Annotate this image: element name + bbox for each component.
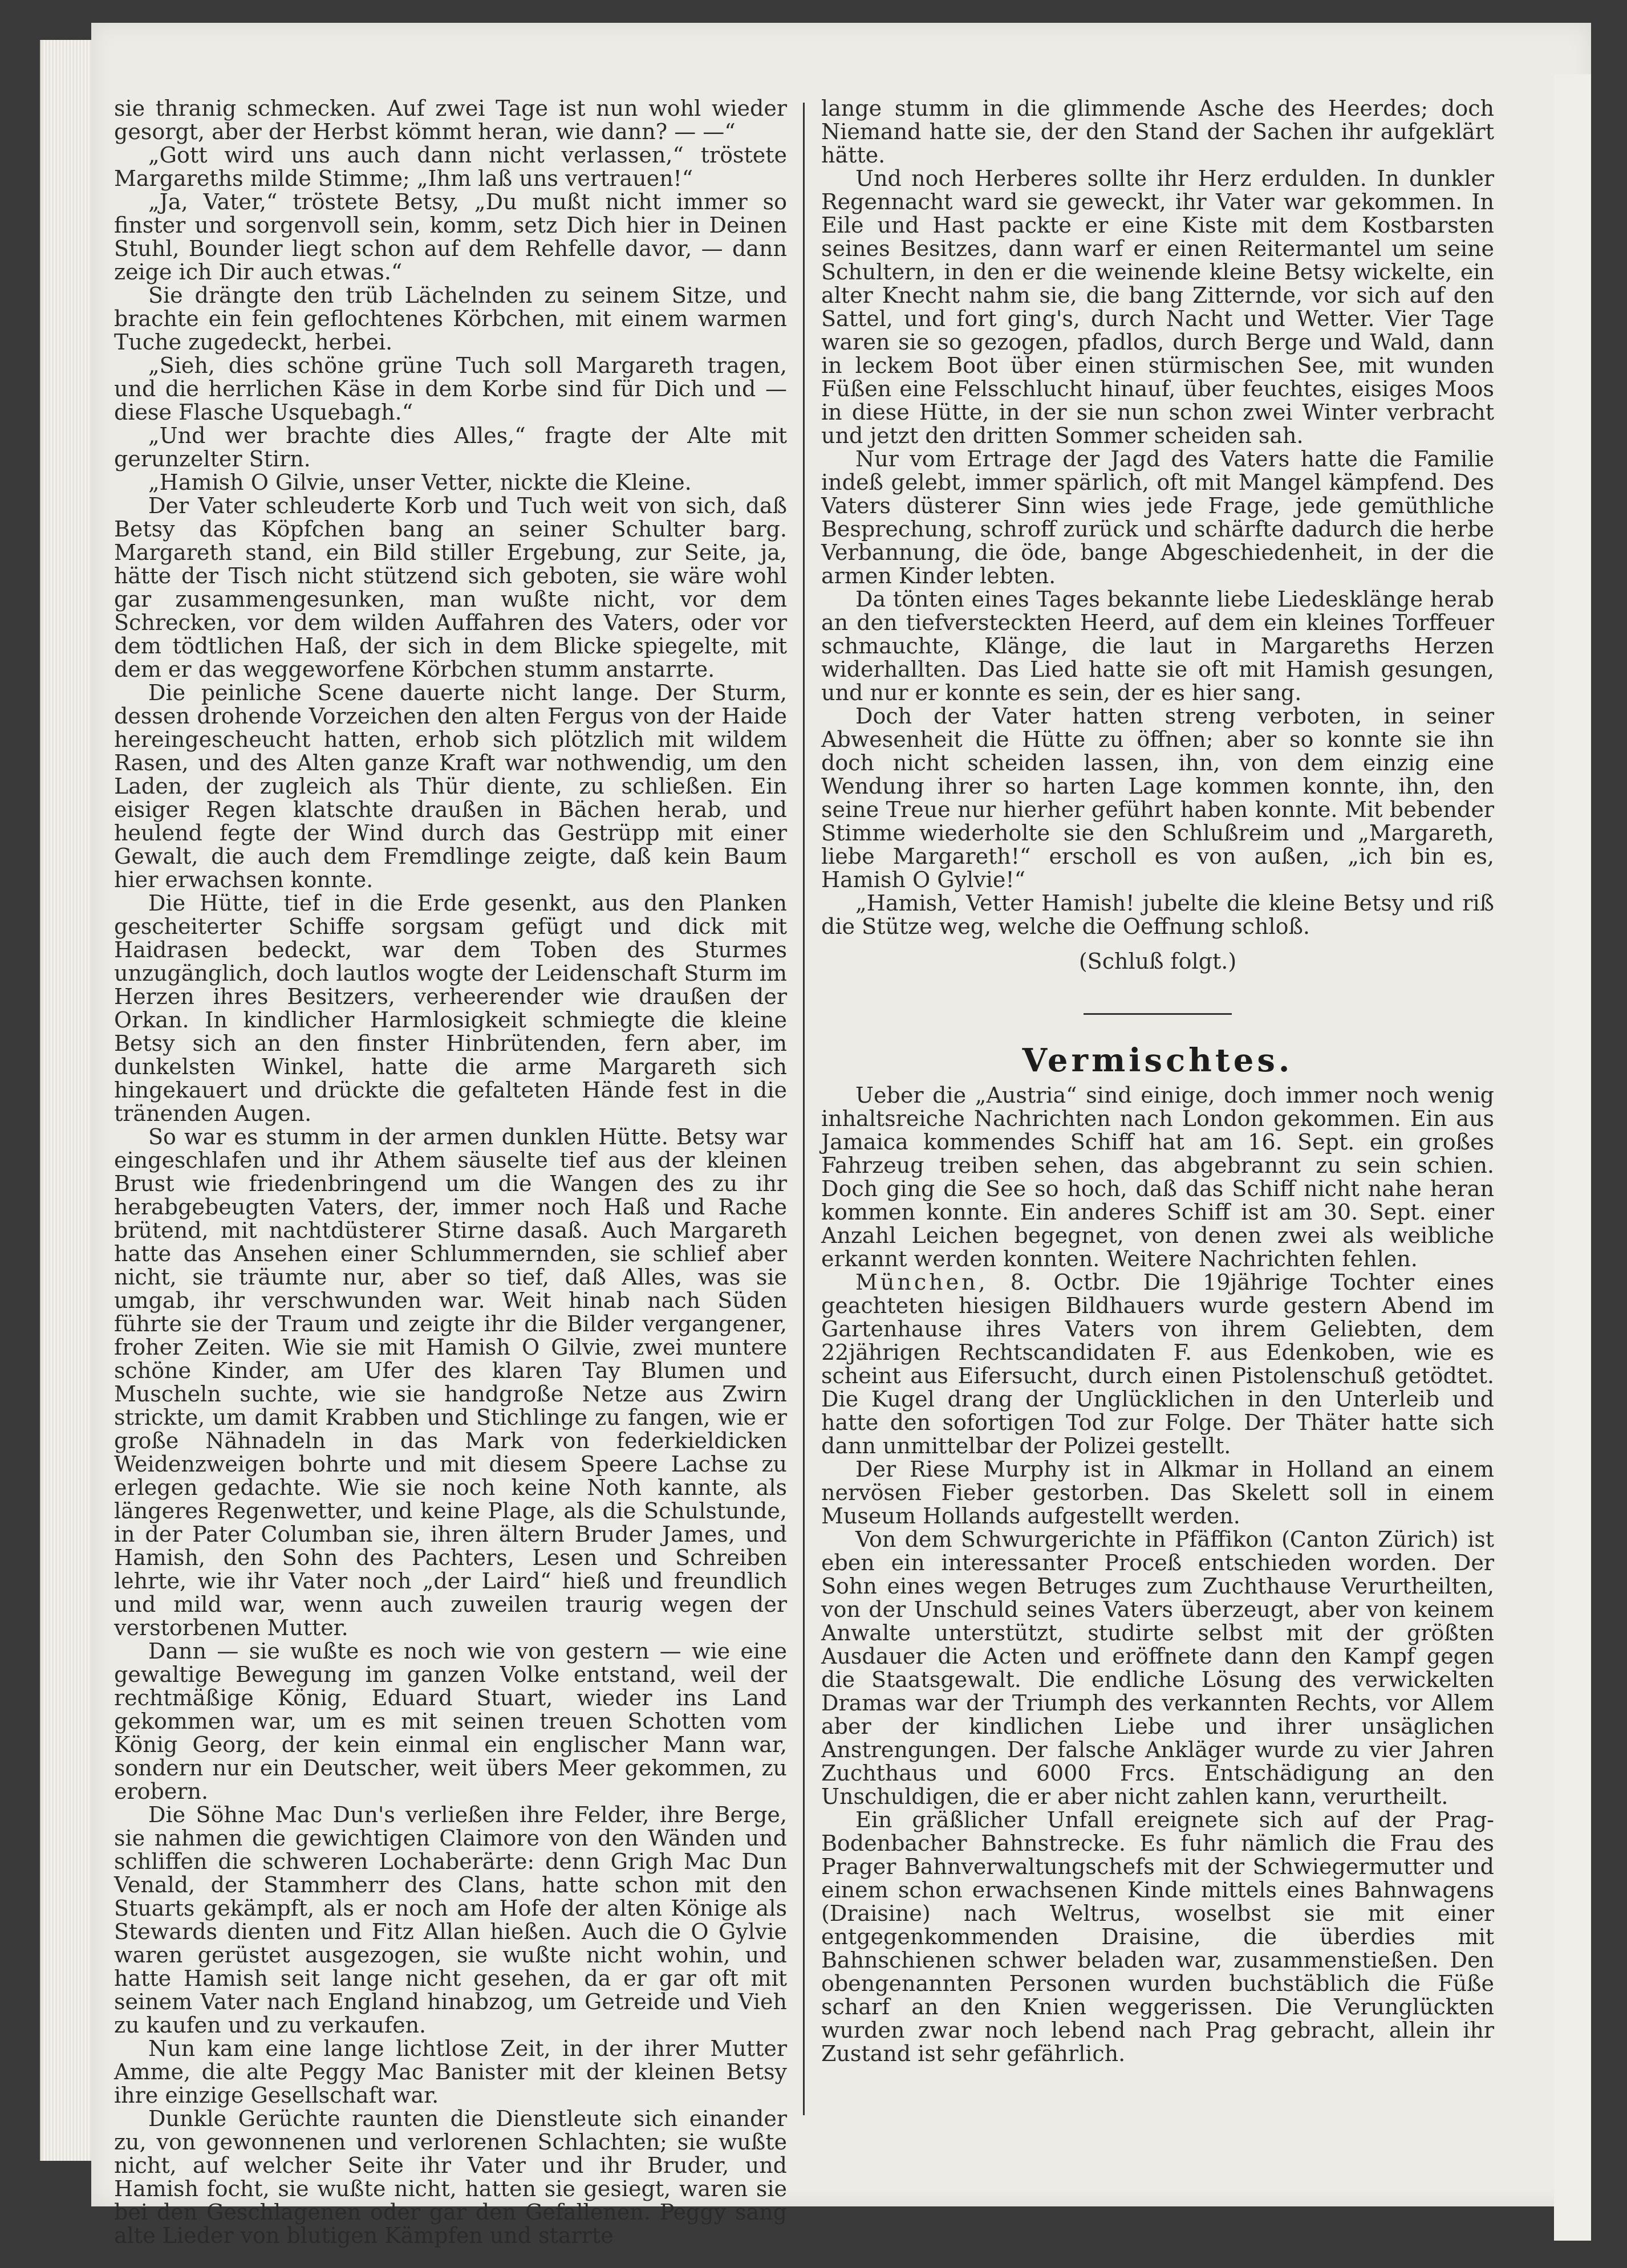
story-paragraph: sie thranig schmecken. Auf zwei Tage ist nun wohl wieder gesorgt, aber der Herbst kömmt heran, wie dann? — —“ [114, 96, 787, 144]
news-item [821, 1808, 1494, 2066]
story-paragraph: Die Hütte, tief in die Erde gesenkt, aus den Planken gescheiterter Schiffe sorgsam gefügt und dick mit Haidrasen bedeckt, war dem Toben des Sturmes unzugänglich, doch lautlos wogte der Leidenschaft Sturm im Herzen ihres Besitzers, verheerender wie draußen der Orkan. In kindlicher Harmlosigkeit schmiegte die kleine Betsy sich an den finster Hinbrütenden, fern aber, im dunkelsten Winkel, hatte die arme Margareth sich hingekauert und drückte die gefalteten Hände fest in die tränenden Augen. [114, 891, 787, 1126]
story-paragraph: „Hamish O Gilvie, unser Vetter, nickte die Kleine. [148, 470, 692, 495]
column-divider [803, 103, 805, 2115]
story-paragraph: lange stumm in die glimmende Asche des Heerdes; doch Niemand hatte sie, der den Stand der Sachen ihr aufgeklärt hätte. [821, 96, 1494, 168]
book-page-edges [40, 40, 92, 2161]
story-paragraph: Und noch Herberes sollte ihr Herz erdulden. In dunkler Regennacht ward sie geweckt, ihr Vater war gekommen. In Eile und Hast packte er eine Kiste mit dem Kostbarsten seines Besitzes, dann warf er einen Reitermantel um seine Schultern, in den er die weinende kleine Betsy wickelte, ein alter Knecht nahm sie, die bang Zitternde, vor sich auf den Sattel, und fort ging's, durch Nacht und Wetter. Vier Tage waren sie so gezogen, pfadlos, durch Berge und Wald, dann in leckem Boot über einen stürmischen See, mit wunden Füßen eine Felsschlucht hinauf, über feuchtes, eisiges Moos in diese Hütte, in der sie nun schon zwei Winter verbracht und jetzt den dritten Sommer scheiden sah. [821, 166, 1494, 448]
right-column [821, 97, 1494, 2066]
news-item [821, 1458, 1494, 1528]
section-separator [1084, 1013, 1232, 1015]
news-text: 8. Octbr. Die 19jährige Tochter eines geachteten hiesigen Bildhauers wurde gestern Abend im Gartenhause ihres Vaters von ihrem Geliebten, dem 22jährigen Rechtscandidaten F. aus Edenkoben, wie es scheint aus Eifersucht, durch einen Pistolenschuß getödtet. Die Kugel drang der Unglücklichen in den Unterleib und hatte den sofortigen Tod zur Folge. Der Thäter hatte sich dann unmittelbar der Polizei gestellt. [821, 1270, 1494, 1458]
story-paragraph: „Und wer brachte dies Alles,“ fragte der Alte mit gerunzelter Stirn. [114, 423, 787, 472]
news-item [821, 1271, 1494, 1458]
story-paragraph: Nur vom Ertrage der Jagd des Vaters hatte die Familie indeß gelebt, immer spärlich, oft mit Mangel kämpfend. Des Vaters düsterer Sinn wies jede Frage, jede gemüthliche Besprechung, schroff zurück und schärfte dadurch die herbe Verbannung, die öde, bange Abgeschiedenheit, in der die armen Kinder lebten. [821, 446, 1494, 588]
news-dateline: München, [855, 1270, 988, 1295]
news-text: Ueber die „Austria“ sind einige, doch immer noch wenig inhaltsreiche Nachrichten nach London gekommen. Ein aus Jamaica kommendes Schiff hat am 16. Sept. ein großes Fahrzeug treiben sehen, das abgebrannt zu sein schien. Doch ging die See so hoch, daß das Schiff nicht nahe heran kommen konnte. Ein anderes Schiff ist am 30. Sept. einer Anzahl Leichen begegnet, von denen zwei als weibliche erkannt werden konnten. Weitere Nachrichten fehlen. [821, 1083, 1494, 1271]
left-column [114, 97, 787, 2247]
story-paragraph: Sie drängte den trüb Lächelnden zu seinem Sitze, und brachte ein fein geflochtenes Körbchen, mit einem warmen Tuche zugedeckt, herbei. [114, 283, 787, 355]
story-paragraph: „Sieh, dies schöne grüne Tuch soll Margareth tragen, und die herrlichen Käse in dem Korbe sind für Dich und — diese Flasche Usquebagh.“ [114, 353, 787, 425]
story-paragraph: Der Vater schleuderte Korb und Tuch weit von sich, daß Betsy das Köpfchen bang an seiner Schulter barg. Margareth stand, ein Bild stiller Ergebung, zur Seite, ja, hätte der Tisch nicht stützend sich geboten, sie wäre wohl gar zusammengesunken, man wußte nicht, vor dem Schrecken, vor dem wilden Auffahren des Vaters, oder vor dem tödtlichen Haß, der sich in dem Blicke spiegelte, mit dem er das weggeworfene Körbchen stumm anstarrte. [114, 493, 787, 682]
news-text: Von dem Schwurgerichte in Pfäffikon (Canton Zürich) ist eben ein interessanter Proceß entschieden worden. Der Sohn eines wegen Betruges zum Zuchthause Verurtheilten, von der Unschuld seines Vaters überzeugt, aber von keinem Anwalte unterstützt, studirte selbst mit der größten Ausdauer die Acten und eröffnete dann den Kampf gegen die Staatsgewalt. Die endliche Lösung des verwickelten Dramas war der Triumph des verkannten Rechts, vor Allem aber der kindlichen Liebe und ihrer unsäglichen Anstrengungen. Der falsche Ankläger wurde zu vier Jahren Zuchthaus und 6000 Frcs. Entschädigung an den Unschuldigen, die er aber nicht zahlen kann, verurtheilt. [821, 1527, 1494, 1809]
story-paragraph: Nun kam eine lange lichtlose Zeit, in der ihrer Mutter Amme, die alte Peggy Mac Banister mit der kleinen Betsy ihre einzige Gesellschaft war. [114, 2036, 787, 2108]
news-text: Der Riese Murphy ist in Alkmar in Holland an einem nervösen Fieber gestorben. Das Skelett soll in einem Museum Hollands aufgestellt werden. [821, 1457, 1494, 1529]
story-paragraph: Da tönten eines Tages bekannte liebe Liedesklänge herab an den tiefversteckten Heerd, auf dem ein kleines Torffeuer schmauchte, Klänge, die laut in Margareths Herzen widerhallten. Das Lied hatte sie oft mit Hamish gesungen, und nur er konnte es sein, der es hier sang. [821, 587, 1494, 705]
facing-page-edge [1554, 74, 1591, 2241]
section-title: Vermischtes. [1022, 1042, 1293, 1079]
story-paragraph: Die Söhne Mac Dun's verließen ihre Felder, ihre Berge, sie nahmen die gewichtigen Claimore von den Wänden und schliffen die schweren Lochaberärte: denn Grigh Mac Dun Venald, der Stammherr des Clans, hatte schon mit den Stuarts gekämpft, als er noch am Hofe der alten Könige als Stewards dienten und Fitz Allan hießen. Auch die O Gylvie waren gerüstet ausgezogen, sie wußte nicht wohin, und hatte Hamish seit lange nicht gesehen, da er gar oft mit seinem Vater nach England hinabzog, um Getreide und Vieh zu kaufen und zu verkaufen. [114, 1802, 787, 2038]
story-paragraph: Dann — sie wußte es noch wie von gestern — wie eine gewaltige Bewegung im ganzen Volke entstand, weil der rechtmäßige König, Eduard Stuart, wieder ins Land gekommen war, um es mit seinen treuen Schotten vom König Georg, der kein einmal ein englischer Mann war, sondern nur ein Deutscher, weit übers Meer gekommen, zu erobern. [114, 1639, 787, 1804]
story-paragraph: „Hamish, Vetter Hamish! jubelte die kleine Betsy und riß die Stütze weg, welche die Oeffnung schloß. [821, 891, 1494, 939]
story-paragraph: Doch der Vater hatten streng verboten, in seiner Abwesenheit die Hütte zu öffnen; aber so konnte sie ihn doch nicht scheiden lassen, ihn, von dem einzig eine Wendung ihrer so harten Lage kommen konnte, ihn, den seine Treue nur hierher geführt haben konnte. Mit bebender Stimme wiederholte sie den Schlußreim und „Margareth, liebe Margareth!“ erscholl es von außen, „ich bin es, Hamish O Gylvie!“ [821, 704, 1494, 892]
to-be-continued-note: (Schluß folgt.) [1078, 949, 1237, 974]
news-item [821, 1084, 1494, 1271]
story-paragraph: „Gott wird uns auch dann nicht verlassen,“ tröstete Margareths milde Stimme; „Ihm laß uns vertrauen!“ [114, 143, 787, 191]
story-paragraph: Dunkle Gerüchte raunten die Dienstleute sich einander zu, von gewonnenen und verlorenen Schlachten; sie wußte nicht, auf welcher Seite ihr Vater und ihr Bruder, und Hamish focht, sie wußte nicht, hatten sie gesiegt, waren sie bei den Geschlagenen oder gar den Gefallenen. Peggy sang alte Lieder von blutigen Kämpfen und starrte [114, 2106, 787, 2248]
news-text: Ein gräßlicher Unfall ereignete sich auf der Prag-Bodenbacher Bahnstrecke. Es fuhr nämlich die Frau des Prager Bahnverwaltungschefs mit der Schwiegermutter und einem schon erwachsenen Kinde mittels eines Bahnwagens (Draisine) nach Weltrus, woselbst sie mit einer entgegenkommenden Draisine, die überdies mit Bahnschienen schwer beladen war, zusammenstießen. Den obengenannten Personen wurden buchstäblich die Füße scharf an den Knien weggerissen. Die Verunglückten wurden zwar noch lebend nach Prag gebracht, allein ihr Zustand ist sehr gefährlich. [821, 1807, 1494, 2066]
story-paragraph: „Ja, Vater,“ tröstete Betsy, „Du mußt nicht immer so finster und sorgenvoll sein, komm, setz Dich hier in Deinen Stuhl, Bounder liegt schon auf dem Rehfelle davor, — dann zeige ich Dir auch etwas.“ [114, 189, 787, 284]
story-paragraph: So war es stumm in der armen dunklen Hütte. Betsy war eingeschlafen und ihr Athem säuselte tief aus der kleinen Brust wie friedenbringend um die Wangen des zu ihr herabgebeugten Vaters, der, immer noch Haß und Rache brütend, mit nachtdüsterer Stirne dasaß. Auch Margareth hatte das Ansehen einer Schlummernden, sie schlief aber nicht, sie träumte nur, aber so tief, daß Alles, was sie umgab, ihr verschwunden war. Weit hinab nach Süden führte sie der Traum und zeigte ihr die Bilder vergangener, froher Zeiten. Wie sie mit Hamish O Gilvie, zwei muntere schöne Kinder, am Ufer des klaren Tay Blumen und Muscheln suchte, wie sie handgroße Netze aus Zwirn strickte, um damit Krabben und Stichlinge zu fangen, wie er große Nähnadeln in das Mark von federkieldicken Weidenzweigen bohrte und mit diesem Speere Lachse zu erlegen gedachte. Wie sie noch keine Noth kannte, als längeres Regenwetter, und keine Plage, als die Schulstunde, in der Pater Columban sie, ihren ältern Bruder James, und Hamish, den Sohn des Pachters, Lesen und Schreiben lehrte, wie ihr Vater noch „der Laird“ hieß und freundlich und mild war, wenn auch zuweilen traurig wegen der verstorbenen Mutter. [114, 1124, 787, 1640]
news-item [821, 1528, 1494, 1808]
story-paragraph: Die peinliche Scene dauerte nicht lange. Der Sturm, dessen drohende Vorzeichen den alten Fergus von der Haide hereingescheucht hatten, erhob sich plötzlich mit wildem Rasen, und des Alten ganze Kraft war nothwendig, um den Laden, der zugleich als Thür diente, zu schließen. Ein eisiger Regen klatschte draußen in Bächen herab, und heulend fegte der Wind durch das Gestrüpp mit einer Gewalt, die auch dem Fremdlinge zeigte, daß kein Baum hier erwachsen konnte. [114, 680, 787, 892]
